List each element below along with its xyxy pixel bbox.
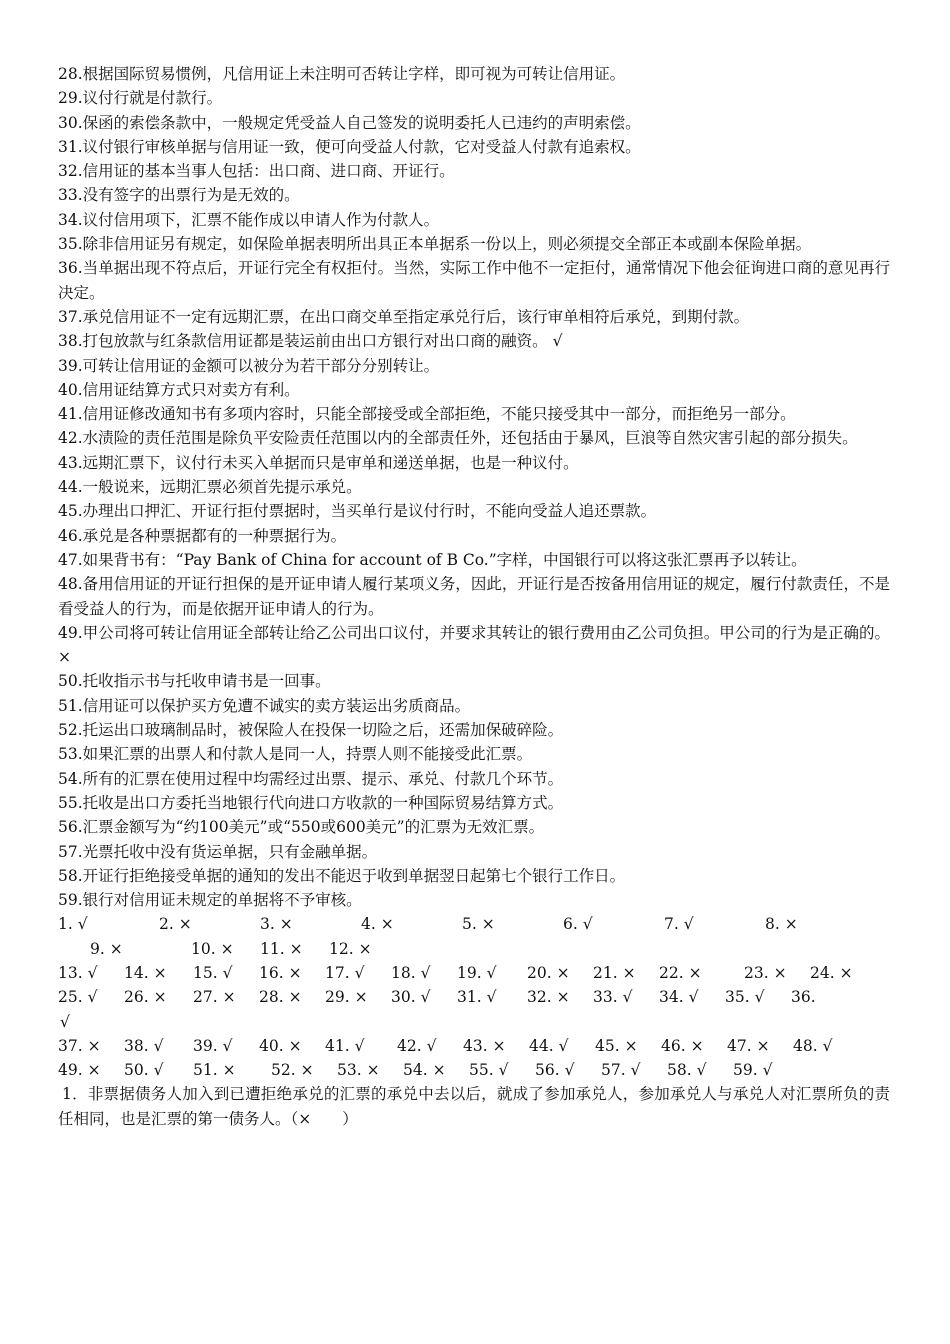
answer-item: 16. × [259,963,302,982]
answer-item: 58. √ [667,1061,707,1080]
answer-item: 29. × [325,988,368,1007]
answer-item: 1. √ [58,915,88,934]
answer-item: 2. × [159,915,192,934]
answer-item: 4. × [361,915,394,934]
question-item: 35.除非信用证另有规定，如保险单据表明所出具正本单据系一份以上，则必须提交全部正本或副本保险单据。 [58,235,812,254]
answer-item: 45. × [595,1036,638,1055]
answer-row [58,937,890,961]
answer-item: 54. × [403,1061,446,1080]
question-item: 32.信用证的基本当事人包括：出口商、进口商、开证行。 [58,162,455,181]
question-item: 49.甲公司将可转让信用证全部转让给乙公司出口议付，并要求其转让的银行费用由乙公司负担。甲公司的行为是正确的。× [58,623,890,667]
question-item: 52.托运出口玻璃制品时，被保险人在投保一切险之后，还需加保破碎险。 [58,721,564,740]
answer-row [58,912,890,936]
answer-item: 5. × [462,915,495,934]
answer-item: 37. × [58,1036,101,1055]
answer-item: 24. × [810,963,853,982]
answer-item: 57. √ [601,1061,641,1080]
question-item: 57.光票托收中没有货运单据，只有金融单据。 [58,842,378,861]
question-item: 31.议付银行审核单据与信用证一致，便可向受益人付款，它对受益人付款有追索权。 [58,137,641,156]
answer-item: 51. × [193,1061,236,1080]
answer-item: 42. √ [397,1036,437,1055]
question-item: 53.如果汇票的出票人和付款人是同一人，持票人则不能接受此汇票。 [58,745,533,764]
question-item: 43.远期汇票下，议付行未买入单据而只是审单和递送单据，也是一种议付。 [58,453,579,472]
answer-item: 35. √ [725,988,765,1007]
answer-item: 10. × [191,939,234,958]
question-item: 37.承兑信用证不一定有远期汇票，在出口商交单至指定承兑行后，该行审单相符后承兑，到期付款。 [58,307,750,326]
answer-item: 26. × [124,988,167,1007]
question-item: 28.根据国际贸易惯例，凡信用证上未注明可否转让字样，即可视为可转让信用证。 [58,65,626,83]
answer-item: 17. √ [325,963,365,982]
answer-item: 55. √ [469,1061,509,1080]
answer-item: 11. × [260,939,303,958]
answer-item: 15. √ [193,963,233,982]
question-item: 47.如果背书有：“Pay Bank of China for account of B Co.”字样，中国银行可以将这张汇票再予以转让。 [58,550,807,569]
answer-item: 19. √ [457,963,497,982]
answer-row [58,961,890,985]
document-page [58,62,890,1131]
answer-item: 40. × [259,1036,302,1055]
answer-item: 44. √ [529,1036,569,1055]
answer-item: 56. √ [535,1061,575,1080]
answer-row [58,1010,890,1034]
answer-row [58,985,890,1009]
question-item: 45.办理出口押汇、开证行拒付票据时，当买单行是议付行时，不能向受益人追还票款。 [58,502,657,521]
question-item: 56.汇票金额写为“约100美元”或“550或600美元”的汇票为无效汇票。 [58,818,545,837]
answer-item: 6. √ [563,915,593,934]
answer-item: 9. × [90,939,123,958]
question-item: 39.可转让信用证的金额可以被分为若干部分分别转让。 [58,356,440,375]
answer-item: 21. × [593,963,636,982]
question-item: 59.银行对信用证未规定的单据将不予审核。 [58,891,362,910]
question-item: 55.托收是出口方委托当地银行代向进口方收款的一种国际贸易结算方式。 [58,793,564,812]
question-item: 51.信用证可以保护买方免遭不诚实的卖方装运出劣质商品。 [58,696,471,715]
question-item: 36.当单据出现不符点后，开证行完全有权拒付。当然，实际工作中他不一定拒付，通常情况下他会征询进口商的意见再行决定。 [58,259,890,302]
answer-item: 13. √ [58,963,98,982]
answer-item: 18. √ [391,963,431,982]
answer-item: 52. × [271,1061,314,1080]
question-list [58,62,890,912]
question-item: 54.所有的汇票在使用过程中均需经过出票、提示、承兑、付款几个环节。 [58,769,564,788]
question-item: 33.没有签字的出票行为是无效的。 [58,186,300,205]
question-item: 29.议付行就是付款行。 [58,89,223,108]
answer-item: 7. √ [664,915,694,934]
answer-item: 39. √ [193,1036,233,1055]
answer-row [58,1058,890,1082]
answer-item: 50. √ [124,1061,164,1080]
answer-item: 31. √ [457,988,497,1007]
answer-item: 47. × [727,1036,770,1055]
answer-item: 49. × [58,1061,101,1080]
question-item: 44.一般说来，远期汇票必须首先提示承兑。 [58,478,362,497]
answer-item: 23. × [744,963,787,982]
answer-row [58,1034,890,1058]
answer-item: 22. × [659,963,702,982]
question-item: 40.信用证结算方式只对卖方有利。 [58,380,300,399]
answer-item: 46. × [661,1036,704,1055]
question-item: 34.议付信用项下，汇票不能作成以申请人作为付款人。 [58,210,440,229]
answer-item: 28. × [259,988,302,1007]
answer-item: 33. √ [593,988,633,1007]
question-item: 46.承兑是各种票据都有的一种票据行为。 [58,526,347,545]
answer-item: 25. √ [58,988,98,1007]
answer-item: 30. √ [391,988,431,1007]
answer-item: 20. × [527,963,570,982]
question-item: 42.水渍险的责任范围是除负平安险责任范围以内的全部责任外，还包括由于暴风，巨浪等自然灾害引起的部分损失。 [58,429,858,448]
answer-item: 34. √ [659,988,699,1007]
answer-item: 53. × [337,1061,380,1080]
answer-item: 3. × [260,915,293,934]
answer-item: 36. [791,988,816,1007]
question-item: 38.打包放款与红条款信用证都是装运前由出口方银行对出口商的融资。 √ [58,332,563,351]
answer-key [58,912,890,1082]
question-item: 41.信用证修改通知书有多项内容时，只能全部接受或全部拒绝，不能只接受其中一部分，而拒绝另一部分。 [58,405,796,424]
answer-item: 27. × [193,988,236,1007]
question-item: 50.托收指示书与托收申请书是一回事。 [58,672,331,691]
question-item: 58.开证行拒绝接受单据的通知的发出不能迟于收到单据翌日起第七个银行工作日。 [58,866,626,885]
answer-item: 48. √ [793,1036,833,1055]
answer-item: 12. × [329,939,372,958]
answer-item: 38. √ [124,1036,164,1055]
answer-item: 32. × [527,988,570,1007]
answer-item: √ [60,1012,70,1031]
answer-item: 8. × [765,915,798,934]
question-item: 48.备用信用证的开证行担保的是开证申请人履行某项义务，因此，开证行是否按备用信用证的规定，履行付款责任，不是看受益人的行为，而是依据开证申请人的行为。 [58,575,890,618]
answer-item: 41. √ [325,1036,365,1055]
final-question: 1．非票据债务人加入到已遭拒绝承兑的汇票的承兑中去以后，就成了参加承兑人，参加承兑人与承兑人对汇票所负的责任相同，也是汇票的第一债务人。（× ） [58,1085,890,1128]
answer-item: 14. × [124,963,167,982]
question-item: 30.保函的索偿条款中，一般规定凭受益人自己签发的说明委托人已违约的声明索偿。 [58,113,641,132]
answer-item: 43. × [463,1036,506,1055]
answer-item: 59. √ [733,1061,773,1080]
